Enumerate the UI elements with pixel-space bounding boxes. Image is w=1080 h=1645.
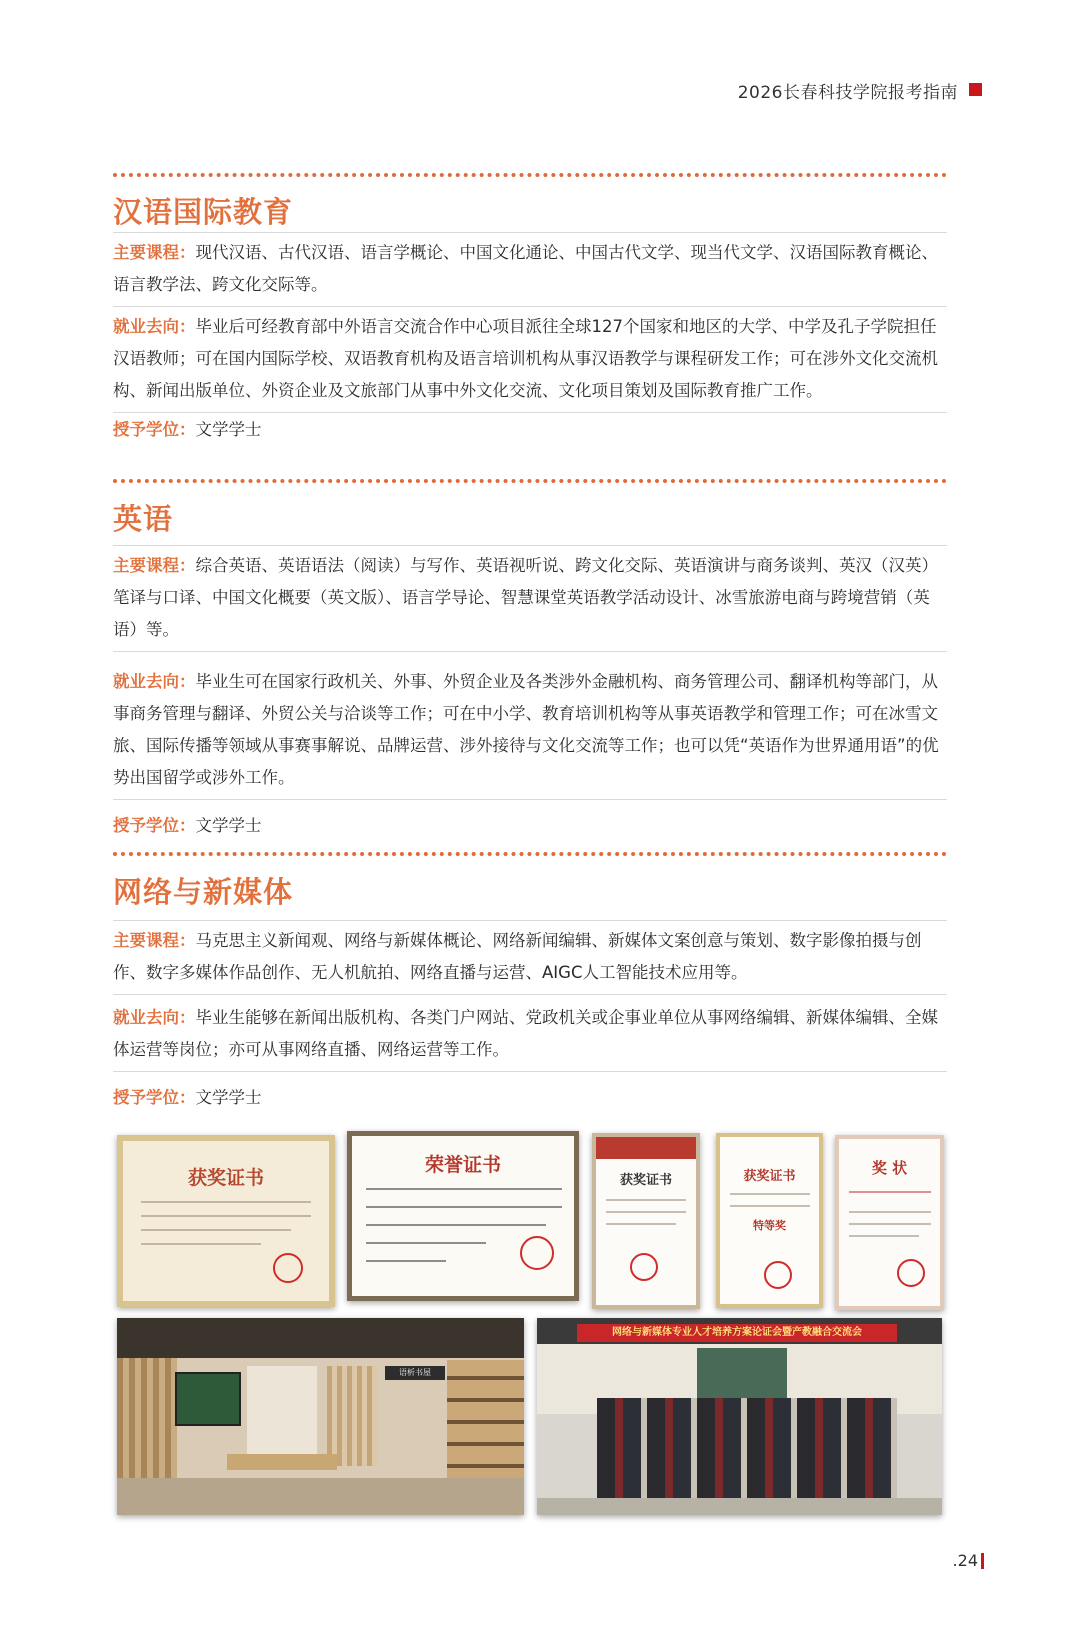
page-number-bar	[981, 1553, 984, 1569]
career-block	[113, 666, 947, 800]
degree-block	[113, 810, 947, 842]
courses-text: 马克思主义新闻观、网络与新媒体概论、网络新闻编辑、新媒体文案创意与策划、数字影像拍摄与创作、数字多媒体作品创作、无人机航拍、网络直播与运营、AIGC人工智能技术应用等。	[113, 931, 922, 982]
courses-text: 现代汉语、古代汉语、语言学概论、中国文化通论、中国古代文学、现当代文学、汉语国际教育概论、语言教学法、跨文化交际等。	[113, 243, 938, 294]
career-label: 就业去向：	[113, 672, 196, 691]
career-block	[113, 1002, 947, 1072]
certificate-title: 获奖证书	[619, 1173, 672, 1188]
award-certificate-photo	[117, 1135, 335, 1307]
degree-label: 授予学位：	[113, 816, 196, 835]
group-photo-seminar	[537, 1318, 942, 1515]
competition-certificate-photo	[592, 1133, 700, 1309]
special-prize-certificate-photo	[716, 1133, 823, 1308]
certificate-title: 获奖证书	[187, 1167, 264, 1189]
section-divider	[113, 479, 947, 483]
degree-block	[113, 414, 947, 446]
red-seal-icon	[764, 1261, 792, 1289]
courses-text: 综合英语、英语语法（阅读）与写作、英语视听说、跨文化交际、英语演讲与商务谈判、英汉（汉英）笔译与口译、中国文化概要（英文版）、语言学导论、智慧课堂英语教学活动设计、冰雪旅游电商与跨境营销（英语）等。	[113, 556, 938, 639]
career-block	[113, 311, 947, 413]
red-seal-icon	[273, 1253, 303, 1283]
courses-block	[113, 232, 947, 307]
page-number: .24	[952, 1551, 978, 1570]
career-text: 毕业生可在国家行政机关、外事、外贸企业及各类涉外金融机构、商务管理公司、翻译机构等部门，从事商务管理与翻译、外贸公关与洽谈等工作；可在中小学、教育培训机构等从事英语教学和管理工作；可在冰雪文旅、国际传播等领域从事赛事解说、品牌运营、涉外接待与文化交流等工作；也可以凭“英语作为世界通用语”的优势出国留学或涉外工作。	[113, 672, 939, 787]
bookshelf	[447, 1360, 524, 1490]
career-label: 就业去向：	[113, 1008, 196, 1027]
courses-label: 主要课程：	[113, 243, 196, 262]
section-divider	[113, 852, 947, 856]
degree-block	[113, 1082, 947, 1114]
career-label: 就业去向：	[113, 317, 196, 336]
degree-text: 文学学士	[195, 816, 262, 835]
section-title-chinese-intl-education: 汉语国际教育	[113, 195, 294, 229]
section-divider	[113, 173, 947, 177]
group-of-people	[597, 1398, 897, 1498]
award-diploma-photo	[835, 1135, 944, 1310]
event-banner: 网络与新媒体专业人才培养方案论证会暨产教融合交流会	[577, 1324, 897, 1342]
section-title-network-new-media: 网络与新媒体	[113, 875, 294, 909]
certificate-subtitle: 特等奖	[753, 1219, 786, 1232]
guide-title: 2026长春科技学院报考指南	[737, 83, 958, 103]
lounge-sign: 语析书屋	[385, 1366, 445, 1380]
honor-certificate-photo	[347, 1131, 579, 1301]
section-title-english: 英语	[113, 502, 174, 536]
wall-screen	[175, 1372, 241, 1426]
career-text: 毕业生能够在新闻出版机构、各类门户网站、党政机关或企事业单位从事网络编辑、新媒体编辑、全媒体运营等岗位；亦可从事网络直播、网络运营等工作。	[113, 1008, 938, 1059]
red-seal-icon	[630, 1253, 658, 1281]
courses-block	[113, 920, 947, 995]
degree-label: 授予学位：	[113, 1088, 196, 1107]
red-seal-icon	[897, 1259, 925, 1287]
certificate-title: 获奖证书	[743, 1169, 796, 1184]
degree-label: 授予学位：	[113, 420, 196, 439]
certificate-title: 荣誉证书	[424, 1154, 501, 1176]
reading-lounge-photo	[117, 1318, 524, 1515]
degree-text: 文学学士	[195, 420, 262, 439]
degree-text: 文学学士	[195, 1088, 262, 1107]
red-seal-icon	[520, 1236, 554, 1270]
career-text: 毕业后可经教育部中外语言交流合作中心项目派往全球127个国家和地区的大学、中学及孔子学院担任汉语教师；可在国内国际学校、双语教育机构及语言培训机构从事汉语教学与课程研发工作；可在涉外文化交流机构、新闻出版单位、外资企业及文旅部门从事中外文化交流、文化项目策划及国际教育推广工作。	[113, 317, 938, 400]
certificate-title: 奖 状	[871, 1159, 908, 1177]
table	[227, 1454, 337, 1470]
courses-block	[113, 545, 947, 652]
courses-label: 主要课程：	[113, 556, 196, 575]
courses-label: 主要课程：	[113, 931, 196, 950]
header-square-mark	[969, 83, 982, 96]
